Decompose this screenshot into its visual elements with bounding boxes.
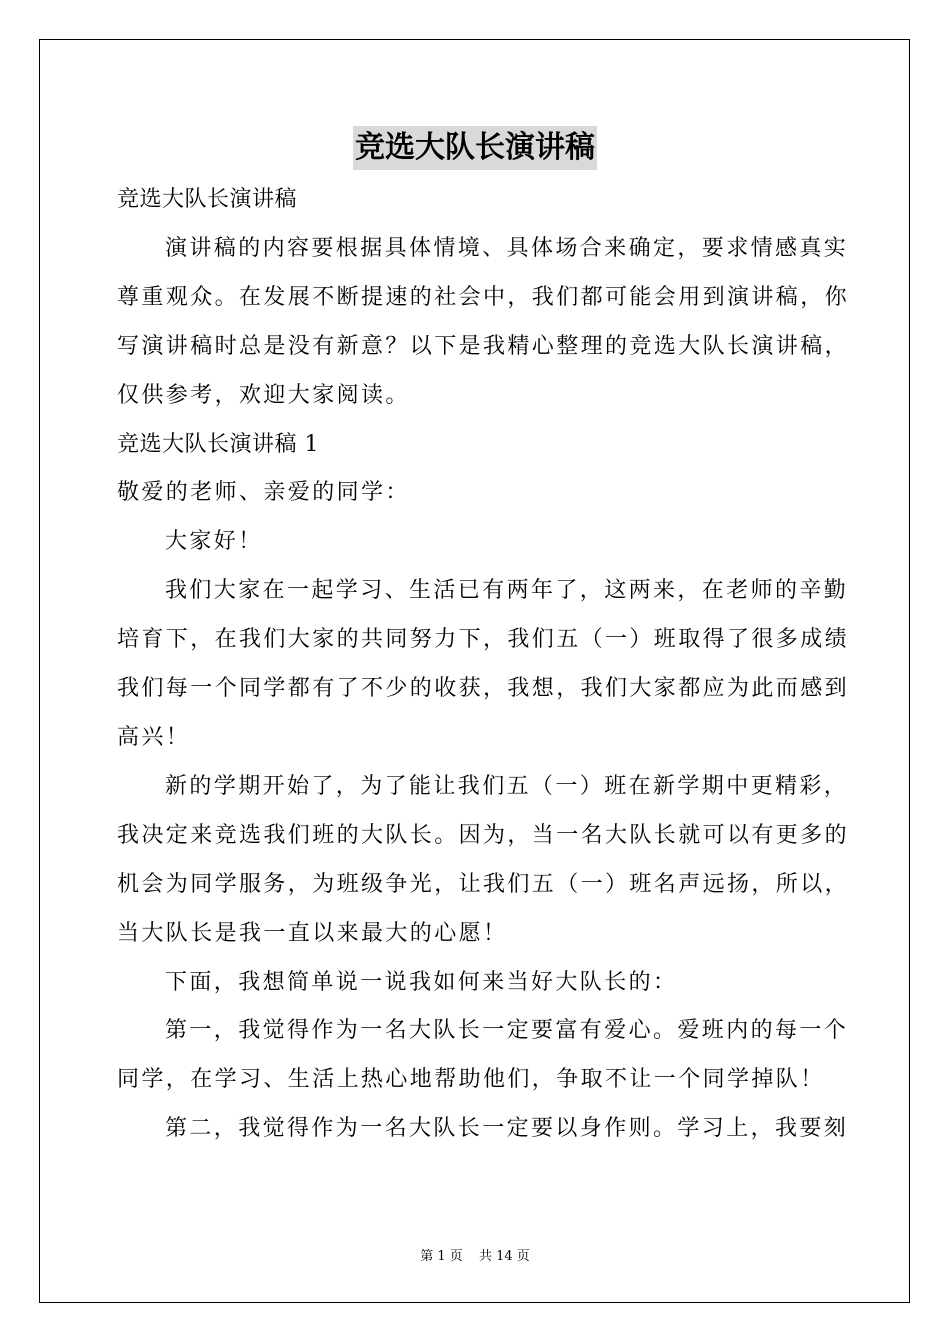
page-footer (0, 1248, 950, 1266)
paragraph-line: 仅供参考，欢迎大家阅读。 (117, 382, 410, 408)
title-container (0, 126, 950, 170)
salutation-line: 敬爱的老师、亲爱的同学： (117, 480, 410, 506)
page-total: 共 14 页 (478, 1249, 530, 1264)
paragraph-line: 第二，我觉得作为一名大队长一定要以身作则。学习上，我要刻 (165, 1116, 849, 1142)
paragraph-line: 新的学期开始了，为了能让我们五（一）班在新学期中更精彩， (165, 773, 849, 799)
paragraph-line: 我决定来竞选我们班的大队长。因为，当一名大队长就可以有更多的 (117, 822, 850, 848)
section-heading: 竞选大队长演讲稿 1 (117, 431, 319, 457)
paragraph-line: 当大队长是我一直以来最大的心愿！ (117, 920, 508, 946)
paragraph-line: 下面，我想简单说一说我如何来当好大队长的： (165, 969, 678, 995)
document-body (117, 176, 850, 1154)
paragraph-line: 同学，在学习、生活上热心地帮助他们，争取不让一个同学掉队！ (117, 1067, 825, 1093)
paragraph-line: 第一，我觉得作为一名大队长一定要富有爱心。爱班内的每一个 (165, 1018, 849, 1044)
document-title: 竞选大队长演讲稿 (353, 126, 597, 170)
paragraph-line: 高兴！ (117, 724, 191, 750)
greeting-line: 大家好！ (165, 529, 263, 555)
page-number: 第 1 页 (420, 1249, 463, 1264)
paragraph-line: 写演讲稿时总是没有新意？以下是我精心整理的竞选大队长演讲稿， (117, 333, 850, 359)
paragraph-line: 尊重观众。在发展不断提速的社会中，我们都可能会用到演讲稿，你 (117, 284, 850, 310)
paragraph-line: 演讲稿的内容要根据具体情境、具体场合来确定，要求情感真实 (165, 235, 849, 261)
paragraph-line: 我们大家在一起学习、生活已有两年了，这两来，在老师的辛勤 (165, 578, 849, 604)
paragraph-line: 我们每一个同学都有了不少的收获，我想，我们大家都应为此而感到 (117, 676, 850, 702)
paragraph-line: 机会为同学服务，为班级争光，让我们五（一）班名声远扬，所以， (117, 871, 850, 897)
subtitle-line: 竞选大队长演讲稿 (117, 187, 298, 212)
paragraph-line: 培育下，在我们大家的共同努力下，我们五（一）班取得了很多成绩 (117, 627, 850, 653)
